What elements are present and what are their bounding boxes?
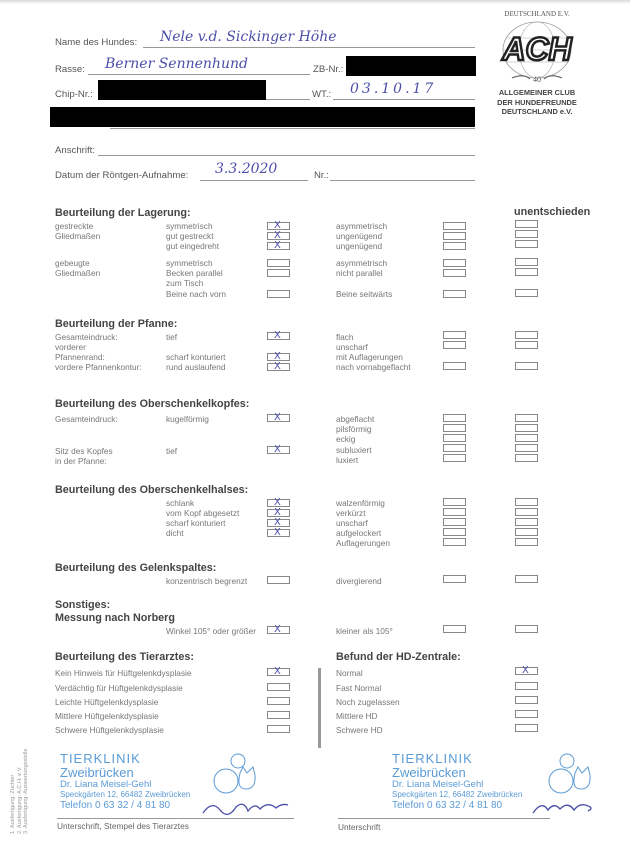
nr-line bbox=[330, 180, 475, 181]
chip-label: Chip-Nr.: bbox=[55, 89, 93, 100]
checkbox-hals-undecided-4[interactable] bbox=[515, 528, 538, 536]
checkbox-norberg[interactable] bbox=[267, 626, 290, 634]
check-mark-icon: X bbox=[274, 497, 281, 508]
section-title-pfanne: Beurteilung der Pfanne: bbox=[55, 318, 178, 330]
section-title-sonstiges: Sonstiges: bbox=[55, 599, 111, 611]
check-mark-icon: X bbox=[274, 240, 281, 251]
checkbox-hals-bad-2[interactable] bbox=[443, 508, 466, 516]
checkbox-norberg-bad[interactable] bbox=[443, 625, 466, 633]
wt-label: WT.: bbox=[312, 89, 332, 100]
lagerung-good-6: Beine nach vorn bbox=[166, 289, 226, 299]
spalt-good: konzentrisch begrenzt bbox=[166, 576, 248, 586]
signature-line bbox=[338, 818, 550, 819]
check-mark-icon: X bbox=[274, 330, 281, 341]
pets-logo-icon bbox=[210, 752, 260, 796]
logo-arc-text: DEUTSCHLAND E.V. bbox=[504, 10, 570, 18]
pfanne-label-1: Gesamteindruck: bbox=[55, 332, 118, 342]
lagerung-good-4: symmetrisch bbox=[166, 258, 213, 268]
vet-signature-label: Unterschrift, Stempel des Tierarztes bbox=[57, 821, 189, 831]
stamp-line4: Speckgärten 12, 66482 Zweibrücken bbox=[60, 790, 191, 799]
checkbox-kopf-bad-2[interactable] bbox=[443, 424, 466, 432]
checkbox-hals-bad-3[interactable] bbox=[443, 518, 466, 526]
zentrale-item-5: Schwere HD bbox=[336, 725, 383, 735]
wt-line bbox=[333, 99, 475, 100]
lagerung-bad-2: ungenügend bbox=[336, 231, 383, 241]
pfanne-good-1: tief bbox=[166, 332, 178, 342]
check-mark-icon: X bbox=[274, 444, 281, 455]
breed-value[interactable]: Berner Sennenhund bbox=[105, 56, 248, 72]
kopf-bad-3: eckig bbox=[336, 434, 356, 444]
checkbox-pfanne-bad-4[interactable] bbox=[443, 362, 466, 370]
checkbox-lagerung-bad-1[interactable] bbox=[443, 222, 466, 230]
pfanne-label-3: Pfannenrand: bbox=[55, 352, 105, 362]
checkbox-pfanne-3[interactable] bbox=[267, 353, 290, 361]
stamp-right-line5: Telefon 0 63 32 / 4 81 80 bbox=[392, 800, 503, 811]
lagerung-bad-3: ungenügend bbox=[336, 241, 383, 251]
checkbox-hals-2[interactable] bbox=[267, 509, 290, 517]
kopf-label-2: Sitz des Kopfes bbox=[55, 446, 113, 456]
check-mark-icon: X bbox=[274, 361, 281, 372]
address-label: Anschrift: bbox=[55, 145, 95, 156]
kopf-good-2: tief bbox=[166, 446, 178, 456]
checkbox-kopf-undecided-1[interactable] bbox=[515, 414, 538, 422]
pfanne-bad-3: mit Auflagerungen bbox=[336, 352, 403, 362]
redacted-chip bbox=[98, 80, 266, 100]
vet-signature-line bbox=[57, 818, 294, 819]
checkbox-pfanne-1[interactable] bbox=[267, 332, 290, 340]
checkbox-tierarzt-1[interactable] bbox=[267, 668, 290, 676]
pfanne-label-4: vordere Pfannenkontur: bbox=[55, 362, 142, 372]
redacted-zb bbox=[346, 56, 476, 76]
pfanne-label-2: vorderer bbox=[55, 342, 86, 352]
checkbox-hals-undecided-2[interactable] bbox=[515, 508, 538, 516]
globe-icon bbox=[482, 8, 592, 86]
checkbox-lagerung-5[interactable] bbox=[267, 269, 290, 277]
checkbox-hals-undecided-3[interactable] bbox=[515, 518, 538, 526]
lagerung-bad-5: nicht parallel bbox=[336, 268, 383, 278]
kopf-label-1: Gesamteindruck: bbox=[55, 414, 118, 424]
checkbox-norberg-undecided[interactable] bbox=[515, 625, 538, 633]
checkbox-kopf-undecided-2[interactable] bbox=[515, 424, 538, 432]
stamp-line2: Zweibrücken bbox=[60, 765, 134, 780]
lagerung-group2-label-b: Gliedmaßen bbox=[55, 268, 101, 278]
lagerung-group2-label-a: gebeugte bbox=[55, 258, 90, 268]
checkbox-lagerung-undecided-1[interactable] bbox=[515, 220, 538, 228]
hals-bad-3: unscharf bbox=[336, 518, 368, 528]
checkbox-pfanne-4[interactable] bbox=[267, 363, 290, 371]
checkbox-pfanne-undecided-2[interactable] bbox=[515, 341, 538, 349]
checkbox-kopf-1[interactable] bbox=[267, 414, 290, 422]
checkbox-lagerung-undecided-6[interactable] bbox=[515, 289, 538, 297]
check-mark-icon: X bbox=[522, 665, 529, 676]
kopf-bad-2: pilsförmig bbox=[336, 424, 372, 434]
side-note-2: 2. Ausfertigung: A.C.H. e.V. bbox=[16, 766, 23, 834]
hals-good-1: schlank bbox=[166, 498, 195, 508]
undecided-header: unentschieden bbox=[514, 206, 591, 218]
pets-logo-icon bbox=[545, 752, 595, 796]
logo-number: 40 bbox=[533, 75, 541, 84]
hals-good-3: scharf konturiert bbox=[166, 518, 226, 528]
xray-date-label: Datum der Röntgen-Aufnahme: bbox=[55, 170, 189, 181]
tierarzt-item-3: Leichte Hüftgelenkdysplasie bbox=[55, 697, 159, 707]
kopf-bad-1: abgeflacht bbox=[336, 414, 375, 424]
checkbox-lagerung-bad-4[interactable] bbox=[443, 259, 466, 267]
section-title-hals: Beurteilung des Oberschenkelhalses: bbox=[55, 484, 249, 496]
vet-signature-icon bbox=[200, 798, 290, 816]
logo-org-line3: DEUTSCHLAND e.V. bbox=[501, 107, 573, 116]
xray-date-value[interactable]: 3.3.2020 bbox=[215, 161, 278, 177]
checkbox-hals-3[interactable] bbox=[267, 519, 290, 527]
checkbox-hals-bad-1[interactable] bbox=[443, 498, 466, 506]
stamp-line5: Telefon 0 63 32 / 4 81 80 bbox=[60, 800, 171, 811]
check-mark-icon: X bbox=[274, 517, 281, 528]
vet-stamp-right bbox=[392, 752, 522, 812]
check-mark-icon: X bbox=[274, 220, 281, 231]
checkbox-kopf-bad-1[interactable] bbox=[443, 414, 466, 422]
column-divider bbox=[318, 668, 321, 748]
zentrale-item-1: Normal bbox=[336, 668, 363, 678]
stamp-line3: Dr. Liana Meisel-Gehl bbox=[60, 779, 152, 790]
zentrale-item-2: Fast Normal bbox=[336, 683, 382, 693]
stamp-right-line3: Dr. Liana Meisel-Gehl bbox=[392, 779, 484, 790]
checkbox-tierarzt-4[interactable] bbox=[267, 711, 290, 719]
checkbox-lagerung-undecided-3[interactable] bbox=[515, 240, 538, 248]
checkbox-zentrale-5[interactable] bbox=[515, 724, 538, 732]
lagerung-group1-label-b: Gliedmaßen bbox=[55, 231, 101, 241]
checkbox-kopf-undecided-5[interactable] bbox=[515, 454, 538, 462]
name-line bbox=[143, 47, 475, 48]
hals-bad-1: walzenförmig bbox=[336, 498, 385, 508]
checkbox-lagerung-undecided-4[interactable] bbox=[515, 258, 538, 266]
lagerung-good-1: symmetrisch bbox=[166, 221, 213, 231]
pfanne-bad-1: flach bbox=[336, 332, 354, 342]
redacted-owner bbox=[50, 107, 475, 127]
hals-good-4: dicht bbox=[166, 528, 184, 538]
breed-line bbox=[88, 74, 310, 75]
section-title-tierarzt: Beurteilung des Tierarztes: bbox=[55, 651, 194, 663]
tierarzt-item-2: Verdächtig für Hüftgelenkdysplasie bbox=[55, 683, 183, 693]
section-title-kopf: Beurteilung des Oberschenkelkopfes: bbox=[55, 398, 250, 410]
checkbox-kopf-bad-4[interactable] bbox=[443, 444, 466, 452]
lagerung-group1-label-a: gestreckte bbox=[55, 221, 94, 231]
checkbox-lagerung-1[interactable] bbox=[267, 222, 290, 230]
signature-icon bbox=[530, 798, 600, 816]
kopf-label-3: in der Pfanne: bbox=[55, 456, 107, 466]
checkbox-zentrale-4[interactable] bbox=[515, 710, 538, 718]
tierarzt-item-4: Mittlere Hüftgelenkdysplasie bbox=[55, 711, 159, 721]
pfanne-good-3: scharf konturiert bbox=[166, 352, 226, 362]
spalt-bad: divergierend bbox=[336, 576, 382, 586]
checkbox-tierarzt-2[interactable] bbox=[267, 683, 290, 691]
kopf-bad-5: luxiert bbox=[336, 455, 359, 465]
checkbox-lagerung-bad-2[interactable] bbox=[443, 232, 466, 240]
lagerung-good-2: gut gestreckt bbox=[166, 231, 214, 241]
hals-bad-4: aufgelockert bbox=[336, 528, 382, 538]
address-line bbox=[98, 155, 475, 156]
logo-letters: ACH bbox=[502, 31, 572, 67]
name-label: Name des Hundes: bbox=[55, 37, 138, 48]
checkbox-lagerung-bad-6[interactable] bbox=[443, 290, 466, 298]
logo-org-name bbox=[482, 88, 592, 117]
scan-edge bbox=[0, 0, 630, 4]
stamp-right-line4: Speckgärten 12, 66482 Zweibrücken bbox=[392, 790, 523, 799]
checkbox-tierarzt-5[interactable] bbox=[267, 725, 290, 733]
norberg-bad: kleiner als 105° bbox=[336, 626, 393, 636]
check-mark-icon: X bbox=[274, 412, 281, 423]
checkbox-lagerung-3[interactable] bbox=[267, 242, 290, 250]
lagerung-bad-4: asymmetrisch bbox=[336, 258, 388, 268]
zentrale-item-3: Noch zugelassen bbox=[336, 697, 400, 707]
checkbox-lagerung-6[interactable] bbox=[267, 290, 290, 298]
checkbox-lagerung-bad-5[interactable] bbox=[443, 269, 466, 277]
copy-distribution-note bbox=[10, 748, 30, 834]
checkbox-pfanne-bad-1[interactable] bbox=[443, 331, 466, 339]
checkbox-hals-bad-4[interactable] bbox=[443, 528, 466, 536]
zb-label: ZB-Nr.: bbox=[313, 64, 344, 75]
kopf-bad-4: subluxiert bbox=[336, 445, 372, 455]
pfanne-bad-4: nach vornabgeflacht bbox=[336, 362, 411, 372]
checkbox-lagerung-4[interactable] bbox=[267, 259, 290, 267]
checkbox-hals-4[interactable] bbox=[267, 529, 290, 537]
lagerung-good-3: gut eingedreht bbox=[166, 241, 220, 251]
checkbox-pfanne-undecided-4[interactable] bbox=[515, 362, 538, 370]
signature-label: Unterschrift bbox=[338, 822, 381, 832]
wt-value[interactable]: 03.10.17 bbox=[350, 81, 437, 97]
side-note-1: 1. Ausfertigung: Züchter bbox=[10, 774, 16, 834]
norberg-good: Winkel 105° oder größer bbox=[166, 626, 257, 636]
check-mark-icon: X bbox=[274, 527, 281, 538]
checkbox-kopf-bad-5[interactable] bbox=[443, 454, 466, 462]
tierarzt-item-5: Schwere Hüftgelenkdysplasie bbox=[55, 725, 164, 735]
checkbox-zentrale-1[interactable] bbox=[515, 667, 538, 675]
pfanne-good-4: rund auslaufend bbox=[166, 362, 226, 372]
lagerung-good-5b: zum Tisch bbox=[166, 278, 204, 288]
xray-date-line bbox=[200, 180, 308, 181]
check-mark-icon: X bbox=[274, 507, 281, 518]
checkbox-kopf-undecided-4[interactable] bbox=[515, 444, 538, 452]
checkbox-tierarzt-3[interactable] bbox=[267, 697, 290, 705]
check-mark-icon: X bbox=[274, 666, 281, 677]
logo-org-line2: DER HUNDEFREUNDE bbox=[497, 97, 577, 107]
zentrale-item-4: Mittlere HD bbox=[336, 711, 378, 721]
checkbox-spalt-bad[interactable] bbox=[443, 575, 466, 583]
checkbox-kopf-2[interactable] bbox=[267, 446, 290, 454]
section-title-lagerung: Beurteilung der Lagerung: bbox=[55, 207, 191, 219]
side-note-3: 3. Ausfertigung: Auswertungsstelle bbox=[23, 748, 29, 834]
check-mark-icon: X bbox=[274, 230, 281, 241]
pfanne-bad-2: unscharf bbox=[336, 342, 368, 352]
checkbox-lagerung-undecided-2[interactable] bbox=[515, 230, 538, 238]
checkbox-hals-undecided-1[interactable] bbox=[515, 498, 538, 506]
checkbox-lagerung-undecided-5[interactable] bbox=[515, 268, 538, 276]
name-value[interactable]: Nele v.d. Sickinger Höhe bbox=[160, 29, 337, 45]
checkbox-spalt-undecided[interactable] bbox=[515, 575, 538, 583]
section-title-zentrale: Befund der HD-Zentrale: bbox=[336, 651, 461, 663]
nr-label: Nr.: bbox=[314, 170, 329, 181]
checkbox-hals-1[interactable] bbox=[267, 499, 290, 507]
lagerung-bad-1: asymmetrisch bbox=[336, 221, 388, 231]
checkbox-zentrale-2[interactable] bbox=[515, 682, 538, 690]
ach-logo bbox=[482, 8, 592, 86]
checkbox-lagerung-2[interactable] bbox=[267, 232, 290, 240]
checkbox-pfanne-bad-2[interactable] bbox=[443, 341, 466, 349]
kopf-good-1: kugelförmig bbox=[166, 414, 209, 424]
checkbox-zentrale-3[interactable] bbox=[515, 696, 538, 704]
stamp-right-line2: Zweibrücken bbox=[392, 765, 466, 780]
stamp-line1: TIERKLINIK bbox=[60, 751, 141, 766]
checkbox-lagerung-bad-3[interactable] bbox=[443, 242, 466, 250]
checkbox-pfanne-undecided-1[interactable] bbox=[515, 331, 538, 339]
hals-bad-2: verkürzt bbox=[336, 508, 366, 518]
section-title-spalt: Beurteilung des Gelenkspaltes: bbox=[55, 562, 217, 574]
section-title-norberg: Messung nach Norberg bbox=[55, 612, 175, 624]
breed-label: Rasse: bbox=[55, 64, 85, 75]
hals-bad-5: Auflagerungen bbox=[336, 538, 390, 548]
checkbox-hals-bad-5[interactable] bbox=[443, 538, 466, 546]
checkbox-kopf-undecided-3[interactable] bbox=[515, 434, 538, 442]
check-mark-icon: X bbox=[274, 624, 281, 635]
checkbox-kopf-bad-3[interactable] bbox=[443, 434, 466, 442]
tierarzt-item-1: Kein Hinweis für Hüftgelenkdysplasie bbox=[55, 668, 192, 678]
checkbox-spalt[interactable] bbox=[267, 576, 290, 584]
owner-line bbox=[110, 128, 475, 129]
lagerung-good-5: Becken parallel bbox=[166, 268, 223, 278]
chip-line bbox=[266, 99, 310, 100]
check-mark-icon: X bbox=[274, 351, 281, 362]
vet-stamp-left bbox=[60, 752, 190, 812]
logo-org-line1: ALLGEMEINER CLUB bbox=[498, 88, 576, 97]
checkbox-hals-undecided-5[interactable] bbox=[515, 538, 538, 546]
lagerung-bad-6: Beine seitwärts bbox=[336, 289, 393, 299]
stamp-right-line1: TIERKLINIK bbox=[392, 751, 473, 766]
hals-good-2: vom Kopf abgesetzt bbox=[166, 508, 240, 518]
